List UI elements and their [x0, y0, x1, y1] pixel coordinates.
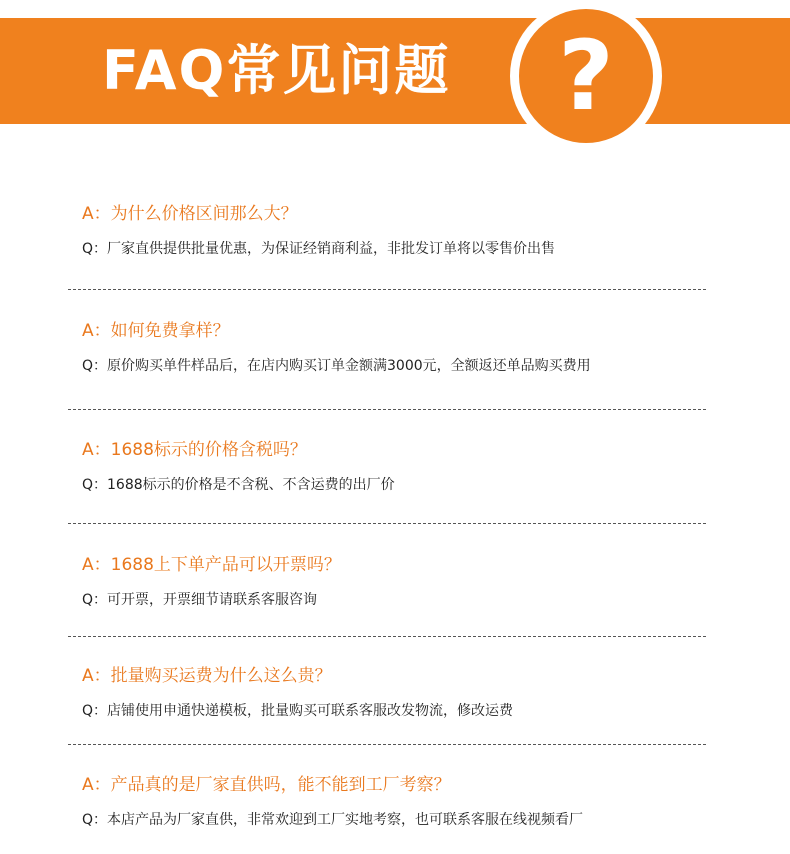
faq-question-text: Q：1688标示的价格是不含税、不含运费的出厂价	[82, 477, 395, 493]
page-title: FAQ常见问题	[102, 39, 451, 102]
dashed-divider	[68, 409, 706, 410]
faq-answer-heading: A：1688标示的价格含税吗？	[82, 440, 307, 460]
faq-question-text: Q：可开票，开票细节请联系客服咨询	[82, 592, 318, 608]
faq-answer-heading: A：1688上下单产品可以开票吗？	[82, 555, 341, 575]
dashed-divider	[68, 289, 706, 290]
faq-answer-heading: A：如何免费拿样？	[82, 321, 230, 341]
faq-question-text: Q：厂家直供提供批量优惠，为保证经销商利益，非批发订单将以零售价出售	[82, 241, 556, 257]
faq-answer-heading: A：产品真的是厂家直供吗，能不能到工厂考察？	[82, 775, 451, 795]
dashed-divider	[68, 636, 706, 637]
question-mark-icon: ?	[558, 20, 614, 132]
faq-answer-heading: A：批量购买运费为什么这么贵？	[82, 666, 332, 686]
dashed-divider	[68, 744, 706, 745]
faq-question-text: Q：店铺使用申通快递模板，批量购买可联系客服改发物流，修改运费	[82, 703, 514, 719]
faq-question-text: Q：本店产品为厂家直供，非常欢迎到工厂实地考察，也可联系客服在线视频看厂	[82, 812, 584, 828]
faq-answer-heading: A：为什么价格区间那么大？	[82, 204, 298, 224]
faq-question-text: Q：原价购买单件样品后，在店内购买订单金额满3000元，全额返还单品购买费用	[82, 358, 591, 374]
dashed-divider	[68, 523, 706, 524]
